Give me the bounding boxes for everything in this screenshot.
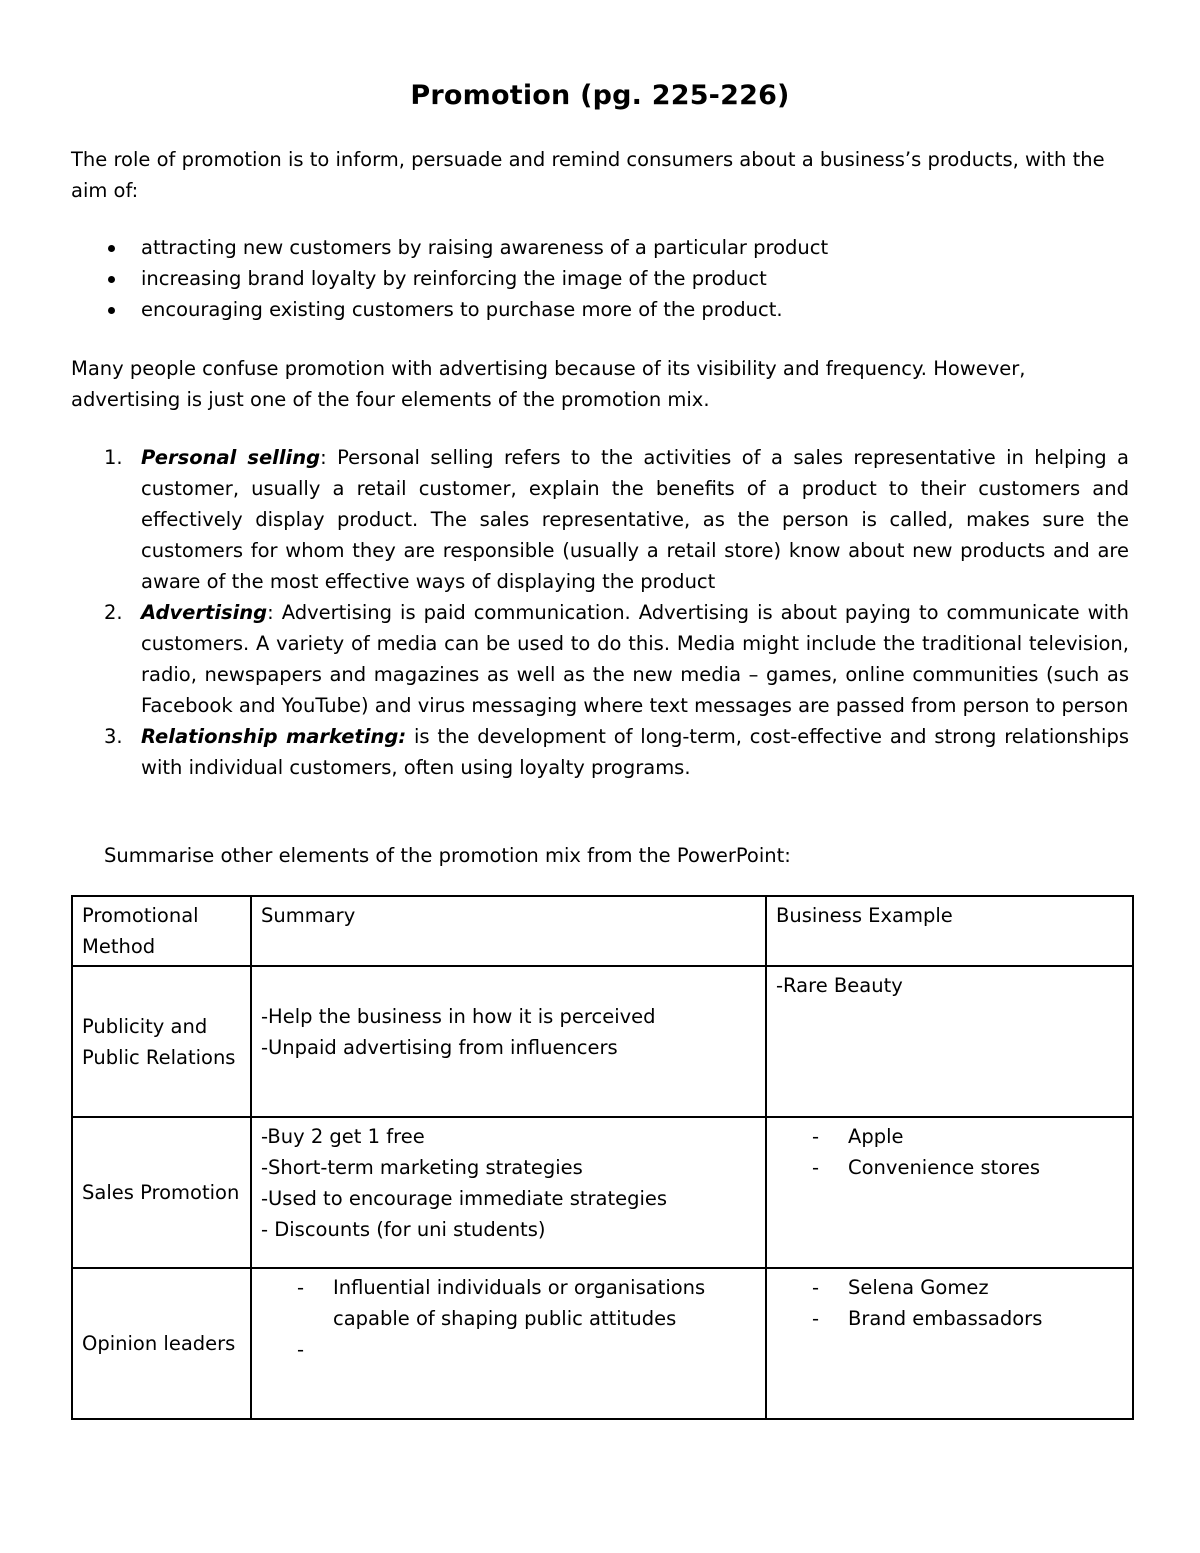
summary-cell bbox=[251, 1117, 766, 1268]
example-dash-list bbox=[776, 1272, 1123, 1334]
method-cell: Opinion leaders bbox=[72, 1268, 251, 1419]
example-dash-list bbox=[776, 1121, 1123, 1183]
list-item: - Apple bbox=[776, 1121, 1123, 1152]
element-term: Relationship marketing: bbox=[141, 725, 407, 748]
element-description: Personal selling refers to the activities of a sales representative in helping a customer, usually a retail customer, explain the benefits of a product to their customers and effectively display product. The sales representative, as the person is called, makes sure the customers for whom they are responsible (usually a retail store) know about new products and are aware of the most effective ways of displaying the product bbox=[141, 446, 1129, 593]
dash-bullet-icon: - bbox=[812, 1276, 820, 1299]
intro-paragraph: The role of promotion is to inform, persuade and remind consumers about a business’s products, with the aim of: bbox=[71, 148, 1105, 202]
table-row bbox=[72, 1268, 1133, 1419]
summary-cell bbox=[251, 966, 766, 1117]
list-item bbox=[104, 442, 1129, 597]
summary-line: -Help the business in how it is perceived bbox=[261, 1005, 656, 1028]
item-number: 2. bbox=[104, 601, 123, 624]
list-item: attracting new customers by raising awareness of a particular product bbox=[104, 232, 1124, 263]
list-item bbox=[104, 721, 1129, 783]
term-separator: : bbox=[320, 446, 327, 469]
list-item: - Brand embassadors bbox=[776, 1303, 1123, 1334]
table-header-row bbox=[72, 896, 1133, 966]
bullet-dot-icon bbox=[108, 276, 115, 283]
column-header-method: Promotional Method bbox=[72, 896, 251, 966]
summary-line: -Buy 2 get 1 free bbox=[261, 1125, 425, 1148]
summary-line: -Short-term marketing strategies bbox=[261, 1156, 583, 1179]
element-description: is the development of long-term, cost-effective and strong relationships with individual customers, often using loyalty programs. bbox=[141, 725, 1129, 779]
summary-cell bbox=[251, 1268, 766, 1419]
example-cell bbox=[766, 1117, 1133, 1268]
summarise-instruction: Summarise other elements of the promotion mix from the PowerPoint: bbox=[104, 844, 791, 867]
item-number: 3. bbox=[104, 725, 123, 748]
dash-bullet-icon: - bbox=[297, 1338, 305, 1361]
summary-dash-list bbox=[261, 1272, 756, 1361]
column-header-example: Business Example bbox=[766, 896, 1133, 966]
dash-bullet-icon: - bbox=[812, 1307, 820, 1330]
advertising-paragraph: Many people confuse promotion with advertising because of its visibility and frequency. However, advertising is just one of the four elements of the promotion mix. bbox=[71, 357, 1026, 411]
dash-bullet-icon: - bbox=[812, 1125, 820, 1148]
promotion-elements-list bbox=[104, 442, 1129, 783]
table-row bbox=[72, 1117, 1133, 1268]
list-item: increasing brand loyalty by reinforcing the image of the product bbox=[104, 263, 1124, 294]
example-cell bbox=[766, 966, 1133, 1117]
example-line: -Rare Beauty bbox=[776, 974, 903, 997]
bullet-dot-icon bbox=[108, 245, 115, 252]
list-item: - Convenience stores bbox=[776, 1152, 1123, 1183]
dash-bullet-icon: - bbox=[812, 1156, 820, 1179]
element-term: Personal selling bbox=[141, 446, 321, 469]
bullet-dot-icon bbox=[108, 307, 115, 314]
column-header-summary: Summary bbox=[251, 896, 766, 966]
list-item: - Influential individuals or organisations capable of shaping public attitudes bbox=[261, 1272, 756, 1334]
method-cell: Publicity and Public Relations bbox=[72, 966, 251, 1117]
list-item bbox=[104, 597, 1129, 721]
aims-bullet-list bbox=[104, 232, 1124, 325]
promotion-mix-table bbox=[71, 895, 1134, 1420]
page-title: Promotion (pg. 225-226) bbox=[410, 80, 790, 111]
summary-line: - Discounts (for uni students) bbox=[261, 1218, 546, 1241]
summary-line: -Used to encourage immediate strategies bbox=[261, 1187, 668, 1210]
table-row bbox=[72, 966, 1133, 1117]
term-separator: : bbox=[267, 601, 274, 624]
dash-bullet-icon: - bbox=[297, 1276, 305, 1299]
example-cell bbox=[766, 1268, 1133, 1419]
element-term: Advertising bbox=[141, 601, 268, 624]
list-item: encouraging existing customers to purchase more of the product. bbox=[104, 294, 1124, 325]
list-item: - Selena Gomez bbox=[776, 1272, 1123, 1303]
summary-line: -Unpaid advertising from influencers bbox=[261, 1036, 618, 1059]
item-number: 1. bbox=[104, 446, 123, 469]
element-description: Advertising is paid communication. Advertising is about paying to communicate with customers. A variety of media can be used to do this. Media might include the traditional television, radio, newspapers and magazines as well as the new media – games, online communities (such as Facebook and YouTube) and virus messaging where text messages are passed from person to person bbox=[141, 601, 1129, 717]
method-cell: Sales Promotion bbox=[72, 1117, 251, 1268]
